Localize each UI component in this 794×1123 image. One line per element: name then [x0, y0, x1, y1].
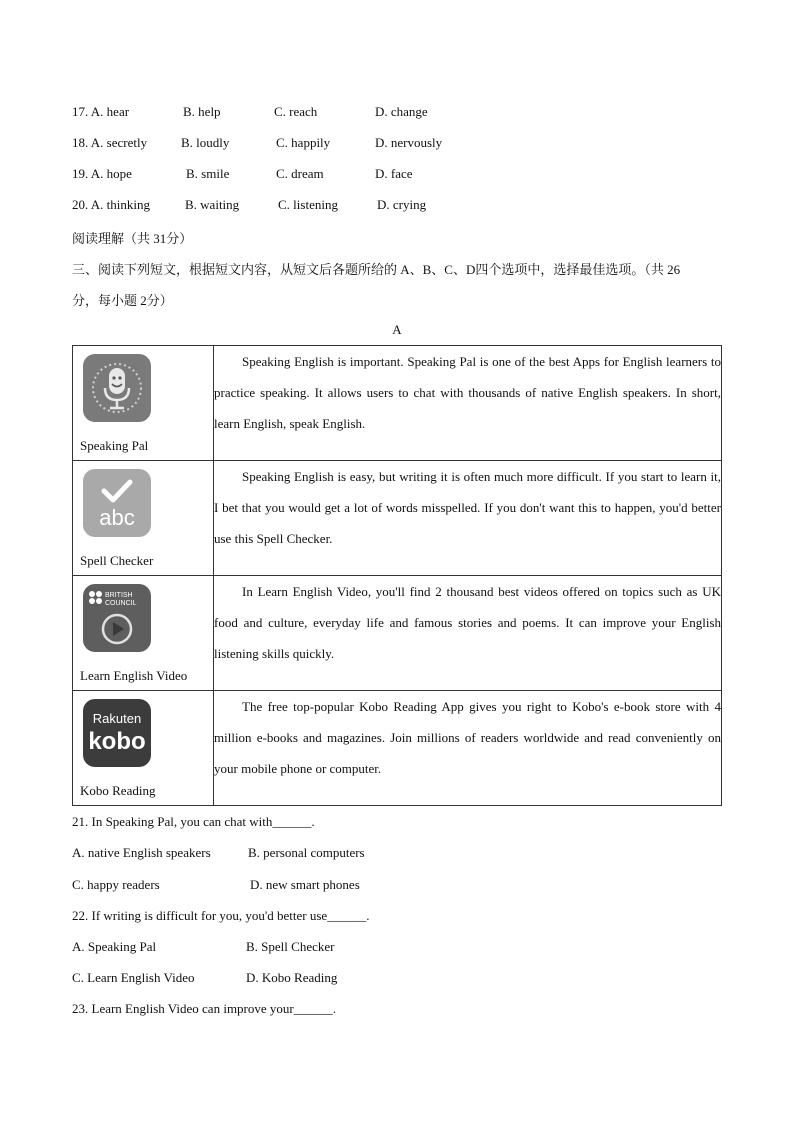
- app-description: The free top-popular Kobo Reading App gives you right to Kobo's e-book store with 4 million e-books and magazines. Join millions of readers worldwide and read conveniently on your mobile phone or computer.: [214, 691, 722, 806]
- option: B. waiting: [185, 197, 240, 212]
- app-description: In Learn English Video, you'll find 2 thousand best videos offered on topics such as UK food and culture, everyday life and famous stories and poems. It can improve your English listening skills quickly.: [214, 576, 722, 691]
- passage-label: A: [392, 322, 402, 337]
- option: 17. A. hear: [72, 104, 130, 119]
- option: 18. A. secretly: [72, 135, 148, 150]
- app-name: Learn English Video: [80, 668, 188, 683]
- option: C. dream: [276, 166, 324, 181]
- option: D. new smart phones: [250, 877, 360, 892]
- question-23-stem: 23. Learn English Video can improve your______.: [72, 1001, 336, 1016]
- section-instruction-cont: 分，每小题 2分）: [72, 293, 173, 308]
- table-row: [73, 576, 722, 691]
- option: D. crying: [377, 197, 427, 212]
- app-name: Spell Checker: [80, 553, 154, 568]
- abc-text: abc: [99, 505, 135, 530]
- option: A. Speaking Pal: [72, 939, 157, 954]
- icon-cell: [73, 691, 214, 806]
- icon-cell: [73, 576, 214, 691]
- option: 19. A. hope: [72, 166, 132, 181]
- table-row: [73, 346, 722, 461]
- section-heading: 阅读理解（共 31分）: [72, 231, 193, 246]
- option: B. Spell Checker: [246, 939, 335, 954]
- table-row: [73, 691, 722, 806]
- rakuten-text: Rakuten: [92, 711, 142, 726]
- option: C. listening: [278, 197, 338, 212]
- option: B. loudly: [181, 135, 230, 150]
- option: 20. A. thinking: [72, 197, 151, 212]
- option: C. Learn English Video: [72, 970, 195, 985]
- option: D. face: [375, 166, 413, 181]
- british-council-play-icon: [83, 584, 151, 652]
- option: C. reach: [274, 104, 318, 119]
- bc-line2: COUNCIL: [105, 600, 137, 607]
- app-description: Speaking English is important. Speaking Pal is one of the best Apps for English learners to practice speaking. It allows users to chat with thousands of native English speakers. In short, learn English, speak English.: [214, 346, 722, 461]
- option: C. happily: [276, 135, 331, 150]
- app-description: Speaking English is easy, but writing it is often much more difficult. If you start to learn it, I bet that you would get a lot of words misspelled. If you don't want this to happen, you'd better use this Spell Checker.: [214, 461, 722, 576]
- option: D. change: [375, 104, 428, 119]
- table-row: [73, 461, 722, 576]
- apps-table: [72, 345, 722, 806]
- kobo-text: kobo: [88, 728, 146, 755]
- app-name: Speaking Pal: [80, 438, 149, 453]
- app-name: Kobo Reading: [80, 783, 156, 798]
- option: A. native English speakers: [72, 845, 211, 860]
- section-instruction: 三、阅读下列短文，根据短文内容，从短文后各题所给的 A、B、C、D四个选项中，选择最佳选项。（共 26: [72, 262, 681, 277]
- icon-cell: [73, 346, 214, 461]
- option: C. happy readers: [72, 877, 160, 892]
- option: B. help: [183, 104, 221, 119]
- question-22-stem: 22. If writing is difficult for you, you'd better use______.: [72, 908, 370, 923]
- option: B. smile: [186, 166, 230, 181]
- icon-cell: [73, 461, 214, 576]
- question-21-stem: 21. In Speaking Pal, you can chat with______.: [72, 814, 315, 829]
- option: D. nervously: [375, 135, 443, 150]
- microphone-icon: [83, 354, 151, 422]
- rakuten-kobo-icon: [83, 699, 151, 767]
- option: D. Kobo Reading: [246, 970, 338, 985]
- bc-line1: BRITISH: [105, 592, 133, 599]
- option: B. personal computers: [248, 845, 365, 860]
- checkmark-abc-icon: [83, 469, 151, 537]
